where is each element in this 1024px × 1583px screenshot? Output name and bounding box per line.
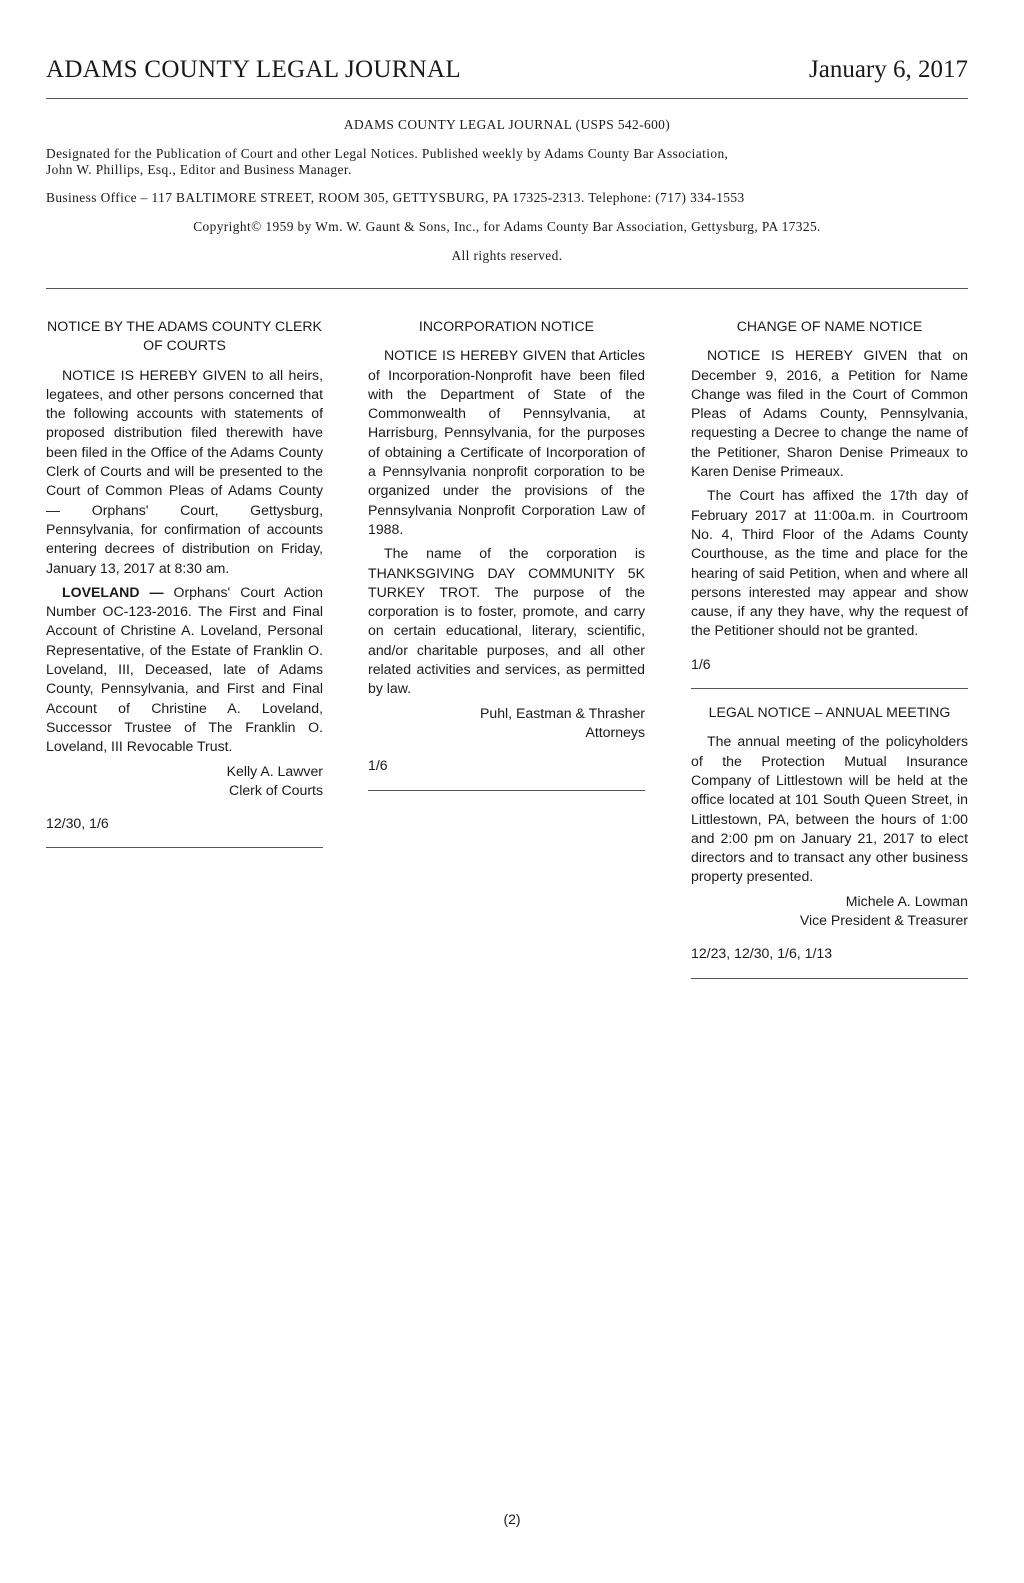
incorporation-notice-body: NOTICE IS HEREBY GIVEN that Articles of Incorporation-Nonprofit have been filed with the Department of State of the Commonwealth of Pennsylvania, at Harrisburg, Pennsylvania, for the purposes of obtaining a Certificate of Incorporation of a Pennsylvania nonprofit corporation to be organized under the provisions of the Pennsylvania Nonprofit Corporation Law of 1988. bbox=[368, 347, 645, 537]
signer-name: Puhl, Eastman & Thrasher bbox=[479, 704, 645, 721]
copyright: Copyright© 1959 by Wm. W. Gaunt & Sons, Inc., for Adams County Bar Association, Gettysburg, PA 17325. bbox=[193, 219, 821, 234]
annual-meeting-signature bbox=[691, 892, 968, 931]
page-number: (2) bbox=[503, 1511, 521, 1527]
notice-divider bbox=[691, 688, 968, 689]
publication-dates: 1/6 bbox=[368, 757, 388, 774]
publication-dates: 12/30, 1/6 bbox=[46, 815, 109, 832]
designation-line-2: John W. Phillips, Esq., Editor and Business Manager. bbox=[46, 162, 352, 177]
clerk-signature bbox=[46, 762, 323, 801]
estate-entry bbox=[46, 583, 323, 757]
masthead-designation bbox=[46, 146, 968, 178]
clerk-notice-heading: NOTICE BY THE ADAMS COUNTY CLERK OF COURTS bbox=[47, 318, 322, 354]
annual-meeting-heading: LEGAL NOTICE – ANNUAL MEETING bbox=[708, 704, 951, 721]
column-middle bbox=[368, 317, 645, 805]
publication-dates: 12/23, 12/30, 1/6, 1/13 bbox=[691, 945, 833, 962]
name-change-hearing: The Court has affixed the 17th day of February 2017 at 11:00a.m. in Courtroom No. 4, Third Floor of the Adams County Courthouse, as the time and place for the hearing of said Petition, when and where all persons interested may appear and show cause, if any they have, why the request of the Petitioner should not be granted. bbox=[691, 487, 968, 639]
business-office: Business Office – 117 BALTIMORE STREET, ROOM 305, GETTYSBURG, PA 17325-2313. Telephone: (717) 334-1553 bbox=[46, 190, 745, 205]
masthead-divider bbox=[46, 288, 968, 289]
notice-divider bbox=[691, 978, 968, 979]
name-change-notice-heading: CHANGE OF NAME NOTICE bbox=[736, 318, 923, 334]
name-change-notice bbox=[691, 317, 968, 689]
incorporation-notice bbox=[368, 317, 645, 791]
column-right bbox=[691, 317, 968, 993]
notice-divider bbox=[368, 790, 645, 791]
clerk-notice bbox=[46, 317, 323, 848]
page-header bbox=[46, 56, 968, 99]
masthead-title: ADAMS COUNTY LEGAL JOURNAL (USPS 542-600) bbox=[343, 117, 671, 132]
incorporation-notice-heading: INCORPORATION NOTICE bbox=[418, 318, 595, 334]
notice-divider bbox=[46, 847, 323, 848]
masthead bbox=[46, 117, 968, 264]
signer-title: Clerk of Courts bbox=[229, 781, 323, 798]
name-change-notice-body: NOTICE IS HEREBY GIVEN that on December 9, 2016, a Petition for Name Change was filed in the Court of Common Pleas of Adams County, Pennsylvania, requesting a Decree to change the name of the Petitioner, Sharon Denise Primeaux to Karen Denise Primeaux. bbox=[691, 347, 968, 480]
designation-line-1: Designated for the Publication of Court and other Legal Notices. Published weekly by Adams County Bar Association, bbox=[46, 146, 729, 161]
rights-reserved: All rights reserved. bbox=[451, 248, 563, 263]
signer-name: Michele A. Lowman bbox=[845, 892, 968, 909]
column-left bbox=[46, 317, 323, 862]
annual-meeting-body: The annual meeting of the policyholders of the Protection Mutual Insurance Company of Littlestown will be held at the office located at 101 South Queen Street, in Littlestown, PA, between the hours of 1:00 and 2:00 pm on January 21, 2017 to elect directors and to transact any other business property presented. bbox=[691, 733, 968, 885]
incorporation-signature bbox=[368, 704, 645, 743]
estate-name: LOVELAND — bbox=[62, 583, 164, 600]
incorporation-notice-purpose: The name of the corporation is THANKSGIVING DAY COMMUNITY 5K TURKEY TROT. The purpose of the corporation is to foster, promote, and carry on certain educational, literary, scientific, and/or charitable purposes, and all other related activities and services, as permitted by law. bbox=[368, 545, 645, 697]
issue-date: January 6, 2017 bbox=[809, 56, 968, 83]
journal-name: ADAMS COUNTY LEGAL JOURNAL bbox=[46, 56, 461, 83]
clerk-notice-body: NOTICE IS HEREBY GIVEN to all heirs, legatees, and other persons concerned that the following accounts with statements of proposed distribution filed therewith have been filed in the Office of the Adams County Clerk of Courts and will be presented to the Court of Common Pleas of Adams County — Orphans' Court, Gettysburg, Pennsylvania, for confirmation of accounts entering decrees of distribution on Friday, January 13, 2017 at 8:30 am. bbox=[46, 366, 323, 576]
signer-name: Kelly A. Lawver bbox=[226, 762, 323, 779]
annual-meeting-notice bbox=[691, 703, 968, 979]
signer-title: Vice President & Treasurer bbox=[799, 912, 968, 929]
estate-text: Orphans' Court Action Number OC-123-2016. The First and Final Account of Christine A. Loveland, Personal Representative, of the Estate of Franklin O. Loveland, III, Deceased, late of Adams County, Pennsylvania, and First and Final Account of Christine A. Loveland, Successor Trustee of The Franklin O. Loveland, III Revocable Trust. bbox=[46, 583, 323, 755]
signer-title: Attorneys bbox=[585, 723, 645, 740]
publication-dates: 1/6 bbox=[691, 655, 711, 672]
